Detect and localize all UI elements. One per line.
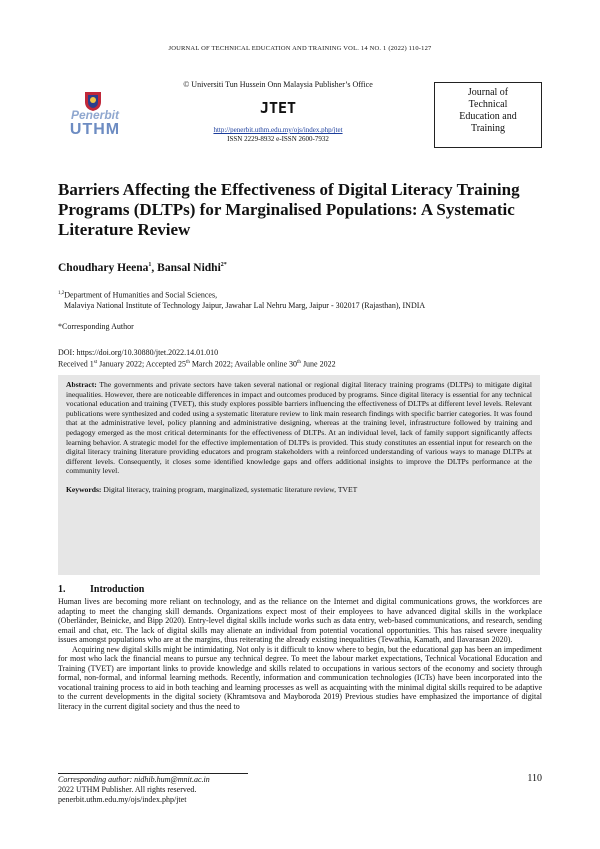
author-2: Bansal Nidhi bbox=[157, 262, 221, 274]
doi[interactable]: DOI: https://doi.org/10.30880/jtet.2022.14.01.010 bbox=[58, 348, 219, 357]
journal-abbrev: JTET bbox=[259, 99, 297, 117]
penerbit-uthm-logo bbox=[58, 90, 128, 138]
journal-box-line: Training bbox=[470, 123, 506, 134]
footer-corresponding-author: Corresponding author: nidhib.hum@mnit.ac.in bbox=[58, 775, 210, 784]
running-header: JOURNAL OF TECHNICAL EDUCATION AND TRAINING VOL. 14 NO. 1 (2022) 110-127 bbox=[168, 45, 432, 52]
publisher-copyright: © Universiti Tun Hussein Onn Malaysia Publisher’s Office bbox=[183, 80, 373, 89]
footer-url[interactable]: penerbit.uthm.edu.my/ojs/index.php/jtet bbox=[58, 795, 187, 804]
keywords-list: Digital literacy, training program, marginalized, systematic literature review, TVET bbox=[103, 484, 358, 494]
author-1-sup: 1 bbox=[148, 262, 152, 269]
abstract-text bbox=[66, 380, 532, 476]
affiliation-sup: 1,2 bbox=[58, 291, 65, 296]
abstract-box bbox=[58, 375, 540, 575]
journal-box-line: Technical bbox=[468, 99, 508, 110]
footer-divider bbox=[58, 773, 248, 774]
header-center bbox=[148, 80, 408, 143]
section-number: 1. bbox=[58, 584, 66, 595]
journal-box-line: Journal of bbox=[467, 87, 509, 98]
keywords-label: Keywords: bbox=[66, 484, 102, 494]
issn: ISSN 2229-8932 e-ISSN 2600-7932 bbox=[227, 135, 329, 143]
paragraph: Acquiring new digital skills might be intimidating. Not only is it difficult to know where to begin, but the educational gap has been an impediment for most who lack the financial means to pursue any technical degree. To meet the labour market expectations, Technical Vocational Education and Training (TVET) are important links to provide knowledge and skills related to occupations in various sectors of the economy and society through formal, non-formal, and informal learning methods. Recently, information and communication technologies (ICTs) have been incorporated into the vocational training process to aid in both teaching and learning processes as well as acquainting with the minimal digital skills required to be adaptive to the current developments in the digital society (Khramtsova and Mayboroda 2019) Previous studies have emphasized the importance of digital literacy in the current digital society and thus the need to bbox=[58, 644, 542, 711]
section-title: Introduction bbox=[90, 584, 145, 595]
keywords bbox=[66, 485, 532, 495]
article-dates bbox=[58, 348, 336, 370]
section-heading bbox=[58, 584, 144, 595]
journal-name-box bbox=[434, 82, 542, 148]
author-2-sup: 2* bbox=[220, 262, 227, 269]
received-line: Received 1st January 2022; Accepted 25th March 2022; Available online 30th June 2022 bbox=[58, 359, 336, 369]
footer bbox=[58, 775, 210, 805]
logo-penerbit-text: Penerbit bbox=[70, 108, 119, 122]
journal-box-line: Education and bbox=[459, 111, 517, 122]
affiliation bbox=[58, 289, 542, 311]
paragraph: Human lives are becoming more reliant on technology, and as the reliance on the Internet and digital communications grows, the workforces are adapting to meet the changing skill demands. Organizations expect most of their employees to have advanced digital skills in the workplace (Oberländer, Beinicke, and Bipp 2020). Entry-level digital skills include works such as data entry, web-based communications, and research, sending email and chat, etc. The lack of digital skills may alienate an individual from potential vocational opportunities. This has raised severe inequality issues amongst populations who are at the margins, thus reiterating the already existing inequalities (Tewathia, Kamath, and Ilavarasan 2020). bbox=[58, 597, 542, 644]
page-number: 110 bbox=[527, 773, 542, 784]
author-1: Choudhary Heena bbox=[58, 262, 149, 274]
author-separator: , bbox=[151, 262, 158, 274]
abstract-body: The governments and private sectors have taken several national or regional digital literacy training programs (DLTPs) to mitigate digital inequalities. However, there are noticeable differences in impact and outcomes produced by programs. Since digital literacy is essential for any technical vocational education and training (TVET), this study explores possible barriers influencing the effectiveness of DLTPs at different level levels. Relevant publications were synthesized and coded using a systematic literature review to link main research findings with specific barrier categories. It was found that at the administrative level, policy planning and administrative designing, whereas at the training level, infrastructure followed by training and pedagogy emerged as the most critical determinants for the effectiveness of DLTPs. At an individual level, lack of family support significantly affects learning behavior. A strategic model for the effective implementation of DLTPs is provided. This study constitutes an essential input for research on the digital literacy training literature providing educators and program stakeholders with a reinforced understanding of various ways to manage DLTPs at different levels. Consequently, it closes some identified knowledge gaps and offers additional insights to improve the DLTPs performance at the community level. bbox=[66, 380, 533, 476]
paper-title: Barriers Affecting the Effectiveness of Digital Literacy Training Programs (DLTPs) for Marginalised Populations: A Systematic Literature Review bbox=[58, 180, 520, 239]
journal-header bbox=[58, 80, 542, 148]
body-text bbox=[58, 597, 542, 711]
authors bbox=[58, 262, 227, 274]
corresponding-note: *Corresponding Author bbox=[58, 322, 134, 331]
logo-uthm-text: UTHM bbox=[69, 121, 121, 138]
affiliation-line-1: Department of Humanities and Social Sciences, bbox=[64, 290, 218, 300]
journal-url-link[interactable]: http://penerbit.uthm.edu.my/ojs/index.php/jtet bbox=[213, 126, 343, 134]
affiliation-line-2: Malaviya National Institute of Technology Jaipur, Jawahar Lal Nehru Marg, Jaipur - 302017 (Rajasthan), INDIA bbox=[64, 300, 426, 310]
footer-copyright: 2022 UTHM Publisher. All rights reserved. bbox=[58, 785, 197, 794]
abstract-label: Abstract: bbox=[66, 380, 97, 389]
